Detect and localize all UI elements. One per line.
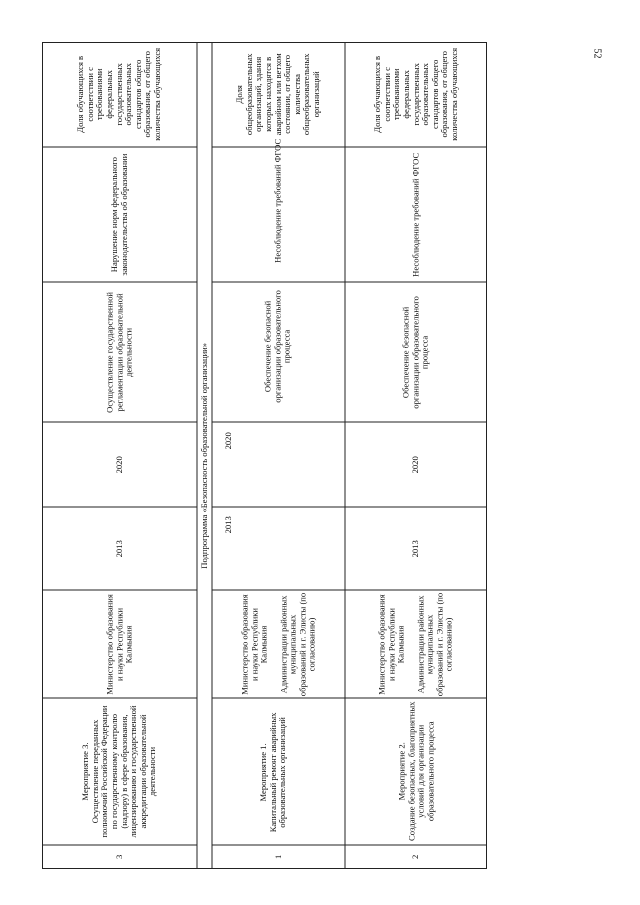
cell-result: Осуществление государственной регламентации образовательной деятельности (104, 291, 134, 413)
cell-result: Обеспечение безопасной организации образовательного процесса (262, 290, 292, 403)
cell-end-year: 2020 (223, 432, 234, 450)
cell-executor: Министерство образования и науки Республики Калмыкия Администрации районных муниципальных образований и г. Элисты (по согласованию) (239, 592, 317, 696)
rotated-table (42, 42, 487, 869)
cell-indicator: Доля обучающихся в соответствии с требованиями федеральных государственных образовательных стандартов общего образования, от общего количества обучающихся (371, 48, 459, 141)
cell-event: Мероприятие 1. Капитальный ремонт аварийных образовательных организаций (258, 712, 288, 833)
cell-start-year: 2013 (410, 539, 421, 558)
subprogram-header: Подпрограмма «Безопасность образовательной организации» (198, 342, 209, 569)
cell-indicator: Доля общеобразовательных организаций, здания которых находятся в аварийном или ветхом состоянии, от общего количества общеобразовательных организаций (234, 53, 322, 136)
cell-executor: Министерство образования и науки Республики Калмыкия Администрации районных муниципальных образований и г. Элисты (по согласованию) (376, 592, 454, 696)
cell-event: Мероприятие 2. Создание безопасных, благоприятных условий для организации образовательного процесса (395, 701, 435, 842)
cell-risk: Нарушение норм федерального законодательства об образовании (108, 153, 129, 276)
cell-risk: Несоблюдение требований ФГОС (410, 152, 421, 277)
cell-start-year: 2013 (113, 539, 124, 558)
cell-result: Обеспечение безопасной организации образовательного процесса (400, 295, 430, 409)
cell-executor: Министерство образования и науки Республики Калмыкия (104, 593, 134, 695)
cell-event: Мероприятие 3. Осуществление переданных полномочий Российской Федерации по государственному контролю (надзору) в сфере образования, лицензированию и государственной аккредитации образовательной деятельности (80, 705, 158, 838)
cell-end-year: 2020 (113, 455, 124, 474)
cell-start-year: 2013 (223, 516, 234, 534)
cell-risk: Несоблюдение требований ФГОС (272, 138, 283, 263)
cell-end-year: 2020 (410, 455, 421, 474)
cell-num: 1 (272, 854, 283, 860)
page-number: 52 (591, 48, 603, 59)
cell-num: 3 (113, 854, 124, 860)
cell-num: 2 (410, 854, 421, 860)
cell-indicator: Доля обучающихся в соответствии с требованиями федеральных государственных образовательных стандартов общего образования, от общего количества обучающихся (75, 48, 163, 141)
